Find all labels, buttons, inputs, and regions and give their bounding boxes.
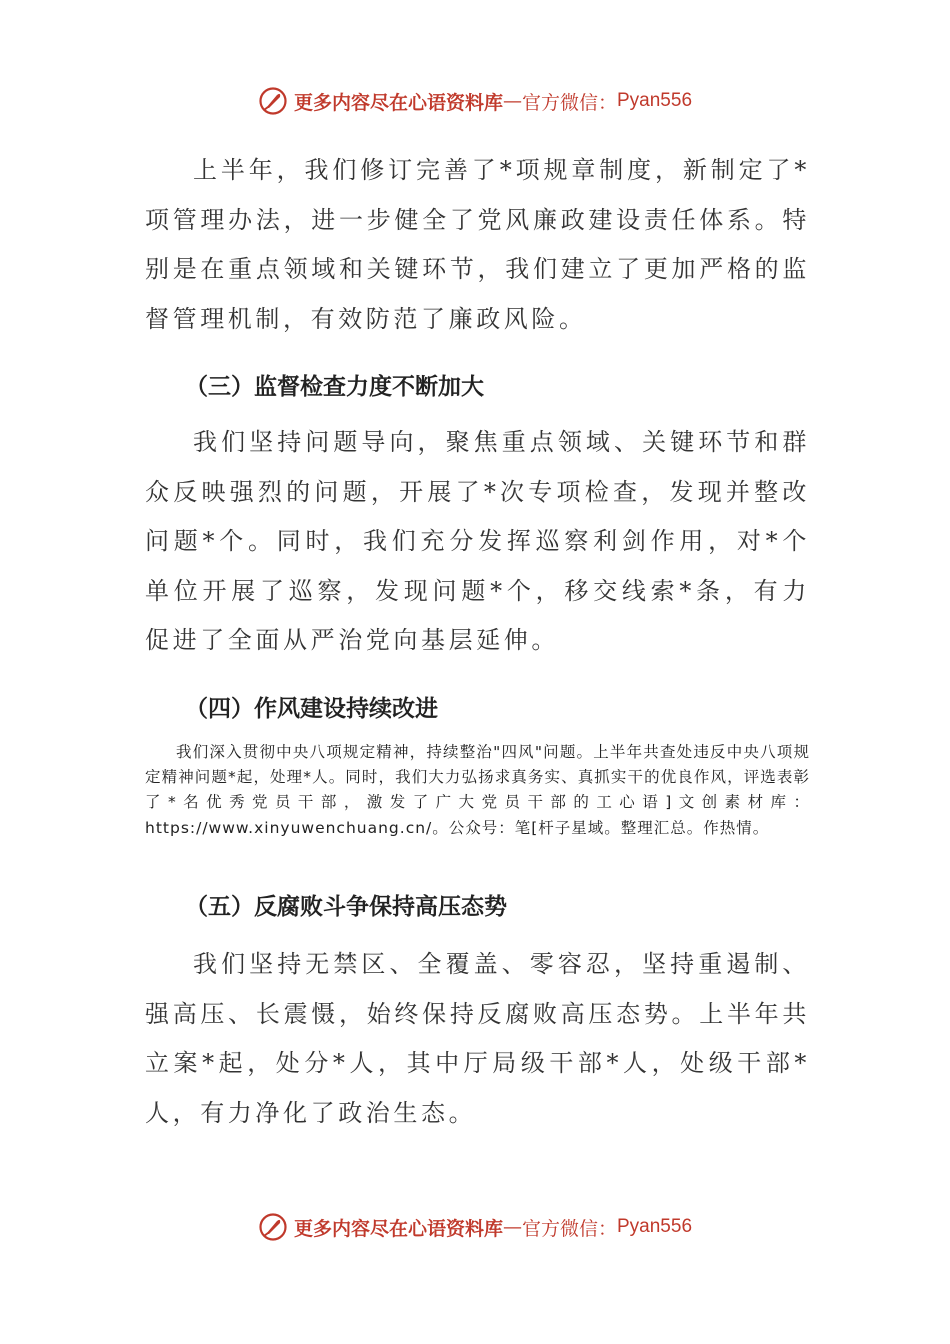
heading-3-block: [145, 368, 810, 401]
quill-logo-icon: [258, 86, 288, 116]
intro-paragraph: 上半年，我们修订完善了*项规章制度，新制定了*项管理办法，进一步健全了党风廉政建设责任体系。特别是在重点领域和关键环节，我们建立了更加严格的监督管理机制，有效防范了廉政风险。: [145, 156, 810, 333]
watermark-brand: 更多内容尽在心语资料库: [293, 1217, 503, 1240]
paragraph-3-block: [145, 418, 810, 666]
footer-watermark: [0, 1212, 950, 1242]
watermark-brand: 更多内容尽在心语资料库: [293, 91, 503, 114]
section-heading-3: （三）监督检查力度不断加大: [185, 374, 484, 400]
section-paragraph-5: 我们坚持无禁区、全覆盖、零容忍，坚持重遏制、强高压、长震慑，始终保持反腐败高压态势。上半年共立案*起，处分*人，其中厅局级干部*人，处级干部*人，有力净化了政治生态。: [145, 950, 810, 1127]
watermark-official-label: 官方微信：: [521, 91, 617, 114]
paragraph-4-block: [145, 740, 810, 841]
heading-4-block: [145, 690, 810, 723]
quill-logo-icon: [258, 1212, 288, 1242]
header-watermark: [0, 86, 950, 116]
paragraph-5-block: [145, 940, 810, 1138]
intro-block: [145, 146, 810, 344]
watermark-dash: —: [502, 1216, 522, 1238]
section-paragraph-3: 我们坚持问题导向，聚焦重点领域、关键环节和群众反映强烈的问题，开展了*次专项检查，发现并整改问题*个。同时，我们充分发挥巡察利剑作用，对*个单位开展了巡察，发现问题*个，移交线索*条，有力促进了全面从严治党向基层延伸。: [145, 428, 810, 654]
watermark-official-label: 官方微信：: [521, 1217, 617, 1240]
watermark-dash: —: [502, 90, 522, 112]
watermark-wechat-id: Pyan556: [617, 1216, 693, 1237]
heading-5-block: [145, 888, 810, 921]
section-heading-5: （五）反腐败斗争保持高压态势: [185, 894, 507, 920]
section-heading-4: （四）作风建设持续改进: [185, 696, 438, 722]
watermark-wechat-id: Pyan556: [617, 90, 693, 111]
section-paragraph-4: 我们深入贯彻中央八项规定精神，持续整治"四风"问题。上半年共查处违反中央八项规定精神问题*起，处理*人。同时，我们大力弘扬求真务实、真抓实干的优良作风，评选表彰了*名优秀党员干部，激发了广大党员干部的工心语]文创素材库：https://www.xinyuwenchuang.cn/。公众号：笔[杆子星域。整理汇总。作热情。: [145, 743, 810, 837]
